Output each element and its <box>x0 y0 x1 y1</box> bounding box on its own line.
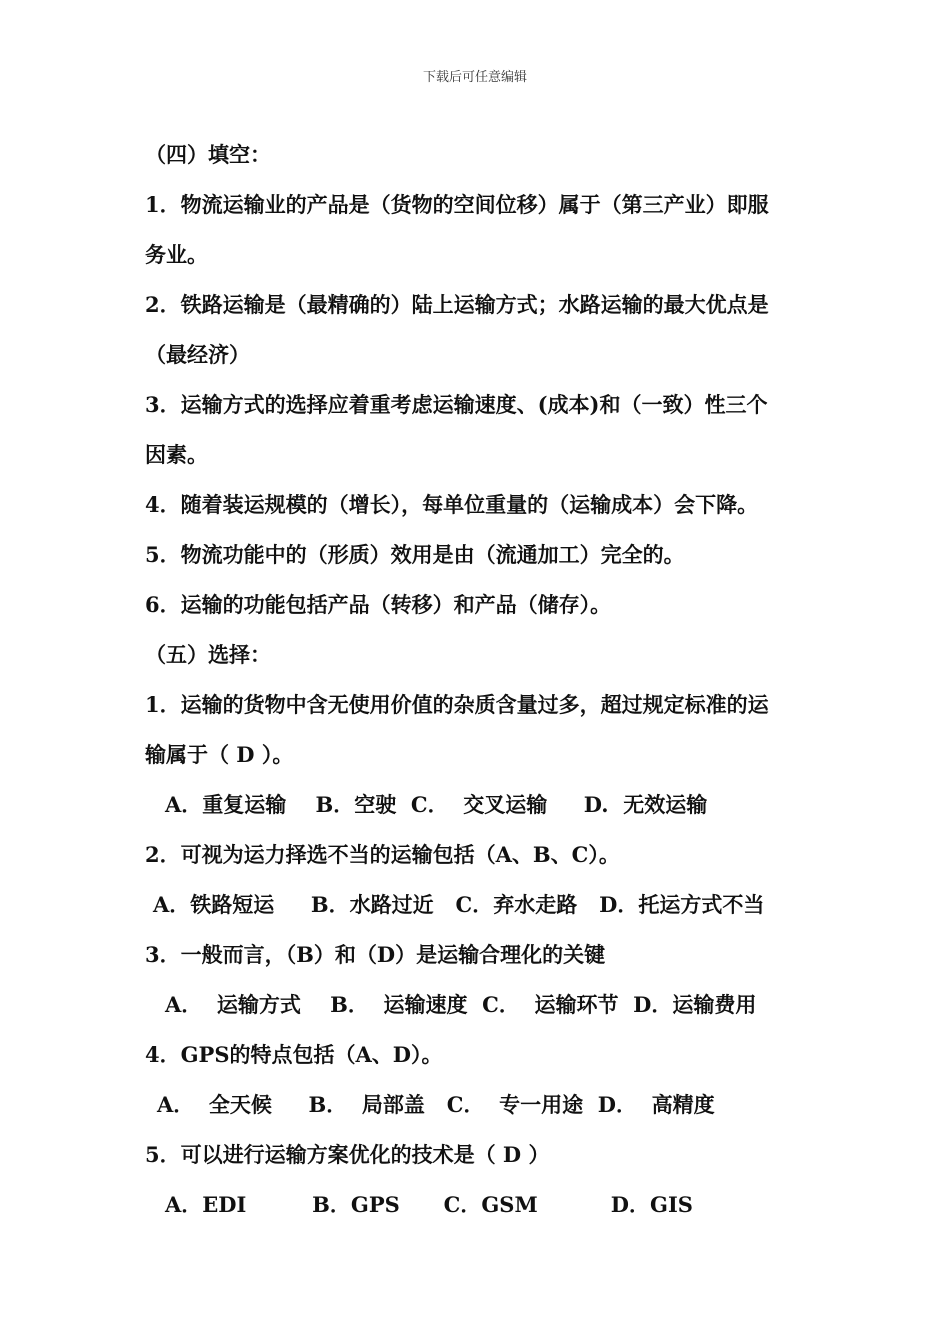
question-line: （最经济） <box>145 342 250 367</box>
options-line: A．EDI B．GPS C．GSM D．GIS <box>165 1192 693 1217</box>
question-line: 3．一般而言，（B）和（D）是运输合理化的关键 <box>145 942 606 967</box>
document-body <box>145 130 825 1230</box>
question-line: 2．铁路运输是（最精确的）陆上运输方式；水路运输的最大优点是 <box>145 292 769 317</box>
question-line: 5．物流功能中的（形质）效用是由（流通加工）完全的。 <box>145 542 685 567</box>
question-line: 1．物流运输业的产品是（货物的空间位移）属于（第三产业）即服 <box>145 192 769 217</box>
question-line: 4．GPS的特点包括（A、D）。 <box>145 1042 443 1067</box>
question-line: 1．运输的货物中含无使用价值的杂质含量过多，超过规定标准的运 <box>145 692 769 717</box>
question-line: 3．运输方式的选择应着重考虑运输速度、(成本)和（一致）性三个 <box>145 392 768 417</box>
options-line: A． 运输方式 B． 运输速度 C． 运输环节 D．运输费用 <box>165 992 757 1017</box>
question-line: 2．可视为运力择选不当的运输包括（A、B、C）。 <box>145 842 620 867</box>
options-line: A．重复运输 B．空驶 C． 交叉运输 D. 无效运输 <box>165 792 708 817</box>
section-heading-fill-blank: （四）填空： <box>145 142 271 167</box>
question-line: 4．随着装运规模的（增长），每单位重量的（运输成本）会下降。 <box>145 492 759 517</box>
question-line: 输属于（ D ）。 <box>145 742 294 767</box>
question-line: 5．可以进行运输方案优化的技术是（ D ） <box>145 1142 550 1167</box>
options-line: A．铁路短运 B．水路过近 C．弃水走路 D．托运方式不当 <box>153 892 765 917</box>
question-line: 6．运输的功能包括产品（转移）和产品（储存）。 <box>145 592 612 617</box>
question-line: 因素。 <box>145 442 208 467</box>
section-heading-choice: （五）选择： <box>145 642 271 667</box>
question-line: 务业。 <box>145 242 208 267</box>
page-header: 下载后可任意编辑 <box>422 70 527 85</box>
options-line: A． 全天候 B． 局部盖 C． 专一用途 D． 高精度 <box>157 1092 715 1117</box>
